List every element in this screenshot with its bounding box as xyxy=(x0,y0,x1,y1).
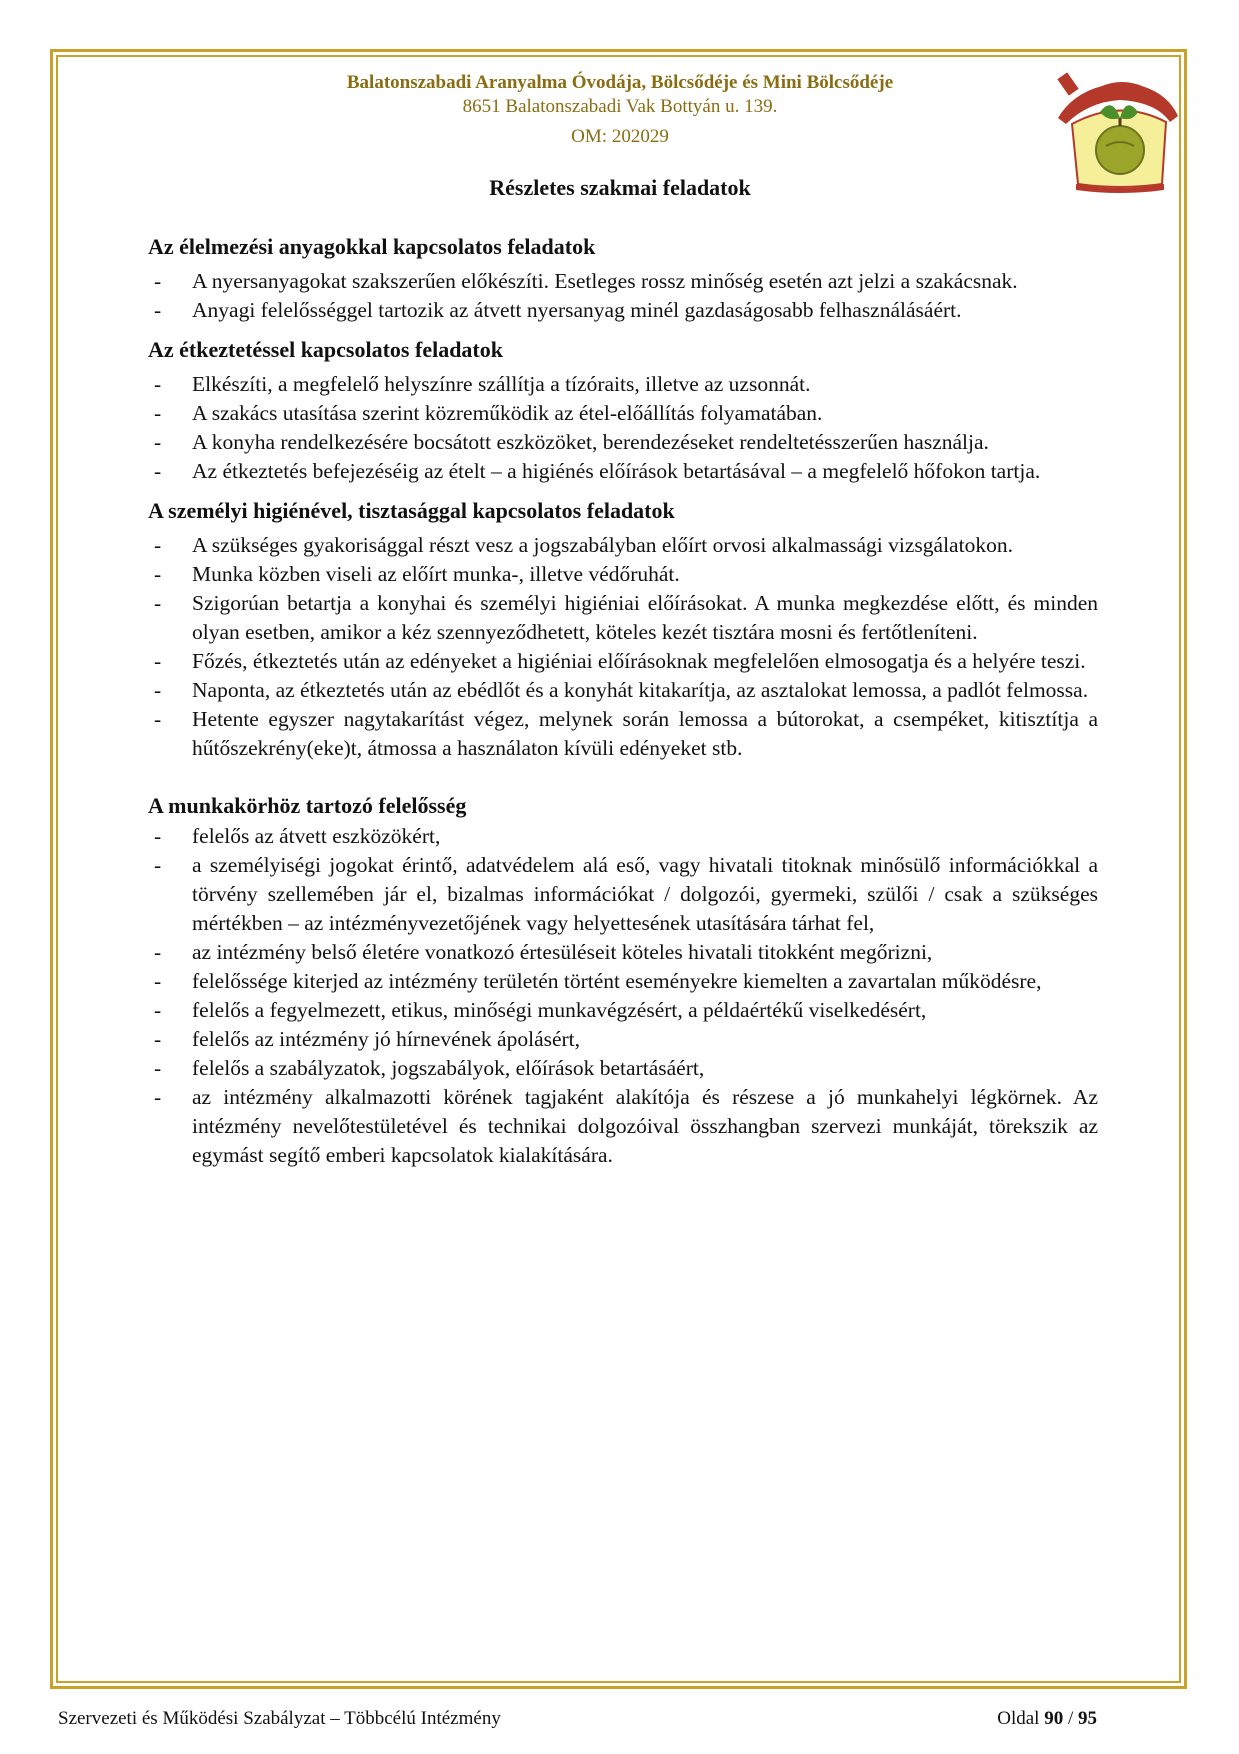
list-item: - A konyha rendelkezésére bocsátott eszközöket, berendezéseket rendeltetésszerűen használja. xyxy=(154,430,989,454)
list-item: - Az étkeztetés befejezéséig az ételt – a higiénés előírások betartásával – a megfelelő hőfokon tartja. xyxy=(154,459,1041,483)
list-item: - Anyagi felelősséggel tartozik az átvett nyersanyag minél gazdaságosabb felhasználásáért. xyxy=(154,298,962,322)
footer-page-number: Oldal 90 / 95 xyxy=(997,1708,1097,1729)
list-item: - Hetente egyszer nagytakarítást végez, melynek során lemossa a bútorokat, a csempéket, kitisztítja a hűtőszekrény(eke)t, átmossa a használaton kívüli edényeket stb. xyxy=(154,707,1098,760)
section-heading: Az élelmezési anyagokkal kapcsolatos feladatok xyxy=(148,234,596,259)
list-item: - az intézmény alkalmazotti körének tagjaként alakítója és részese a jó munkahelyi légkörnek. Az intézmény nevelőtestületével és technikai dolgozóival összhangban szervezi munkáját, törekszik az egymást segítő emberi kapcsolatok kialakítására. xyxy=(154,1085,1098,1167)
list-item: - Szigorúan betartja a konyhai és személyi higiéniai előírásokat. A munka megkezdése előtt, és minden olyan esetben, amikor a kéz szennyeződhetett, köteles kezét tisztára mosni és fertőtleníteni. xyxy=(154,591,1098,644)
section-heading: A munkakörhöz tartozó felelősség xyxy=(148,793,467,818)
document-body xyxy=(148,232,1098,1180)
document-title: Részletes szakmai feladatok xyxy=(489,175,751,200)
list-item: - felelős az átvett eszközökért, xyxy=(154,824,441,848)
footer-document-name: Szervezeti és Működési Szabályzat – Többcélú Intézmény xyxy=(58,1708,501,1729)
bullet-list xyxy=(148,531,1098,763)
bullet-list xyxy=(148,267,1098,325)
list-item: - a személyiségi jogokat érintő, adatvédelem alá eső, vagy hivatali titoknak minősülő információkkal a törvény szellemében jár el, bizalmas információkat / dolgozói, gyermeki, szülői / csak a szükséges mértékben – az intézményvezetőjének vagy helyettesének utasítására tárhat fel, xyxy=(154,853,1098,935)
section-spacer xyxy=(148,773,1098,791)
list-item: - A szükséges gyakorisággal részt vesz a jogszabályban előírt orvosi alkalmassági vizsgálatokon. xyxy=(154,533,1013,557)
document-header xyxy=(260,71,980,149)
list-item: - felelős a szabályzatok, jogszabályok, előírások betartásáért, xyxy=(154,1056,705,1080)
list-item: - A szakács utasítása szerint közreműködik az étel-előállítás folyamatában. xyxy=(154,401,823,425)
bullet-list xyxy=(148,370,1098,486)
section-heading: A személyi higiénével, tisztasággal kapcsolatos feladatok xyxy=(148,498,675,523)
bullet-list xyxy=(148,822,1098,1170)
list-item: - Elkészíti, a megfelelő helyszínre szállítja a tízóraits, illetve az uzsonnát. xyxy=(154,372,811,396)
org-address: 8651 Balatonszabadi Vak Bottyán u. 139. xyxy=(462,96,778,117)
org-name: Balatonszabadi Aranyalma Óvodája, Bölcsődéje és Mini Bölcsődéje xyxy=(346,72,894,93)
list-item: - felelős a fegyelmezett, etikus, minőségi munkavégzésért, a példaértékű viselkedésért, xyxy=(154,998,927,1022)
list-item: - felelőssége kiterjed az intézmény területén történt eseményekre kiemelten a zavartalan működésre, xyxy=(154,969,1042,993)
list-item: - Naponta, az étkeztetés után az ebédlőt és a konyhát kitakarítja, az asztalokat lemossa, a padlót felmossa. xyxy=(154,678,1089,702)
org-om: OM: 202029 xyxy=(571,126,669,147)
apple-house-logo-icon xyxy=(1052,72,1182,194)
section-heading: Az étkeztetéssel kapcsolatos feladatok xyxy=(148,337,503,362)
list-item: - A nyersanyagokat szakszerűen előkészíti. Esetleges rossz minőség esetén azt jelzi a szakácsnak. xyxy=(154,269,1018,293)
list-item: - az intézmény belső életére vonatkozó értesüléseit köteles hivatali titokként megőrizni, xyxy=(154,940,933,964)
list-item: - felelős az intézmény jó hírnevének ápolásért, xyxy=(154,1027,581,1051)
list-item: - Főzés, étkeztetés után az edényeket a higiéniai előírásoknak megfelelően elmosogatja és a helyére teszi. xyxy=(154,649,1086,673)
list-item: - Munka közben viseli az előírt munka-, illetve védőruhát. xyxy=(154,562,680,586)
